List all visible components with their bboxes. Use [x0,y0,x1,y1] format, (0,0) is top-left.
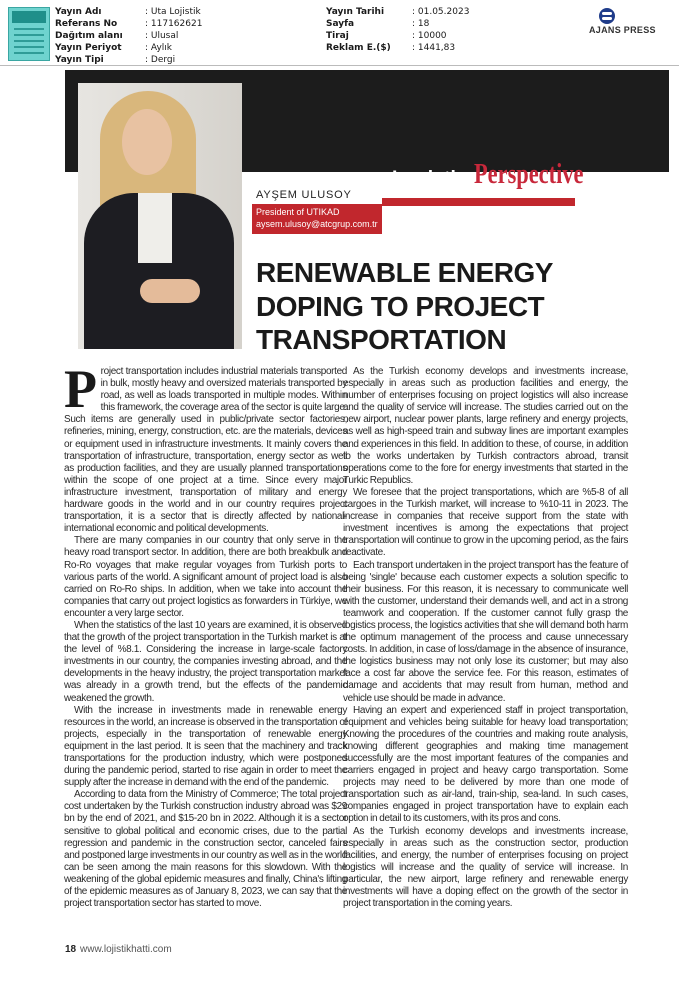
clipping-logo [8,7,50,61]
paragraph: Having an expert and experienced staff in project transportation, equipment and vehicles being suitable for heavy load transportation; Knowing the procedures of the countries and making route analysis, knowing different geographies and making time management successfully are the most important features of the companies and carriers engaged in project and heavy cargo transportation. Some projects may need to be delivered by more than one mode of transportation such as air-land, train-ship, sea-land. In such cases, companies engaged in project transportation have to explain each option in detail to its customers, with its pros and cons. [343,704,628,825]
section-red-strip [382,198,575,206]
author-role: President of UTIKAD [256,207,340,217]
author-email: aysem.ulusoy@atcgrup.com.tr [256,219,378,229]
paragraph: We foresee that the project transportations, which are %5-8 of all cargoes in the Turkish market, will increase to %10-11 in 2023. The increase in companies that receive support from the state with investment incentives is among the expectations that project transportation will continue to grow in the upcoming period, as the fairs reactivate. [343,486,628,559]
page-number: 18 [65,944,77,955]
article-column-2 [343,366,628,910]
paragraph: As the Turkish economy develops and investments increase, especially in areas such as production facilities and energy, the number of enterprises focusing on project logistics will also increase and the quality of service will increase. The studies carried out on the new airport, nuclear power plants, large refinery and energy projects, as well as high-speed train and subway lines are important examples and experiences in this field. In addition to these, of course, in addition to the works undertaken by Turkish contractors abroad, transit operations come to the fore for energy investments that started in the Turkic Republics. [343,366,628,486]
meta-label: Dağıtım alanı [55,31,123,41]
footer-website: www.lojistikhatti.com [80,944,172,955]
meta-value: : Ulusal [145,31,179,41]
meta-value: : Aylık [145,43,172,53]
author-photo [78,83,242,349]
meta-label: Yayın Tipi [55,55,104,65]
meta-label: Sayfa [326,19,355,29]
meta-label: Yayın Adı [55,7,102,17]
meta-value: : 01.05.2023 [412,7,470,17]
paragraph: As the Turkish economy develops and investments increase, especially in areas such as the construction sector, production facilities, and energy, the number of enterprises focusing on project logistics will increase and the quality of service will increase. In particular, the new airport, large refinery and renewable energy investments will have a doping effect on the growth of the sector in project transportation in the coming years. [343,825,628,910]
paragraph: There are many companies in our country that only serve in the heavy road transport sector. In addition, there are both breakbulk and Ro-Ro voyages that make regular voyages from Turkish ports to various parts of the world. A significant amount of project load is also carried on Ro-Ro ships. In addition, when we take into account the companies that carry out project logistics as forwarders in Türkiye, we encounter a very large sector. [64,535,347,619]
paragraph: Each transport undertaken in the project transport has the feature of being 'single' because each customer expects a solution specific to their business. For this reason, it is necessary to communicate well with the customer, understand their demands well, and act in a strong teamwork and cooperation. If the customer cannot fully grasp the logistics process, the logistics activities that she will demand both harm the optimum management of the process and cause unnecessary costs. In addition, in case of loss/damage in the absence of insurance, the logistics business may not only lose its customer; but may also face a cost far above the service fee. For this reason, estimates of damage and accidents that may result from human, method and vehicle use should be made in advance. [343,559,628,704]
meta-value: : 117162621 [145,19,203,29]
header-divider [0,65,679,66]
paragraph: With the increase in investments made in renewable energy resources in the world, an increase is observed in the transportation of projects, especially in the transportation of renewable energy equipment in the last period. It is seen that the machinery and track transportations for the production industry, which were postponed during the pandemic period, started to rise again in order to meet the supply after the increase in demand with the end of the pandemic. [64,704,347,789]
meta-label: Yayın Periyot [55,43,122,53]
article-column-1 [64,359,347,910]
agency-logo [589,8,669,36]
meta-label: Referans No [55,19,118,29]
meta-value: : Uta Lojistik [145,7,201,17]
section-title-logistics: Logistics [392,166,478,194]
paragraph-text: roject transportation includes industrial materials transported in bulk, mostly heavy and oversized materials transported by road, as well as loads transported in multiple modes. Within this framework, the coverage area of the sector is quite large. Such items are generally used in public/private sector factories, refineries, mining, energy, construction, etc. are the materials, devices or equipment used in infrastructure investments. It mainly covers the transportation of infrastructure, transportation, energy sector as well as production facilities, and they are usually planned transportations within the scope of one project at a time. Since every major infrastructure investment, transportation of military and energy hardware goods in the world and in our country requires project transportation, it is a sector that is directly affected by national-international economic and political developments. [64,366,347,535]
author-name: AYŞEM ULUSOY [256,189,352,201]
paragraph: When the statistics of the last 10 years are examined, it is observed that the growth of the project transportation in the Turkish market is at the level of %8.1. Considering the increase in large-scale factory investments in our country, the companies investing abroad, and the developments in the heavy industry, the project transportation market was already in a growth trend, but the effects of the pandemic weakened the growth. [64,619,347,704]
meta-label: Yayın Tarihi [326,7,385,17]
meta-value: : 10000 [412,31,447,41]
meta-label: Tiraj [326,31,349,41]
meta-label: Reklam E.($) [326,43,391,53]
paragraph [64,359,347,535]
meta-value: : Dergi [145,55,176,65]
section-title-perspective: Perspective [474,159,584,190]
agency-name: AJANS PRESS [589,25,656,35]
globe-icon [599,8,615,24]
article-headline: RENEWABLE ENERGY DOPING TO PROJECT TRANSPORTATION [256,257,553,355]
drop-cap: P [64,359,97,419]
paragraph: According to data from the Ministry of Commerce; The total project cost undertaken by the Turkish construction industry abroad was $29 bn by the end of 2021, and $15-20 bn in 2022. Although it is a sector sensitive to global political and economic crises, due to the partial regression and pandemic in the construction sector, canceled fairs and postponed large investments in our country as well as in the world can be seen among the main reasons for this slowdown. With the weakening of the global epidemic measures and finally, China's lifting of the epidemic measures as of January 8, 2023, we can say that the project transportation sector has started to move. [64,789,347,910]
meta-value: : 18 [412,19,430,29]
meta-value: : 1441,83 [412,43,456,53]
